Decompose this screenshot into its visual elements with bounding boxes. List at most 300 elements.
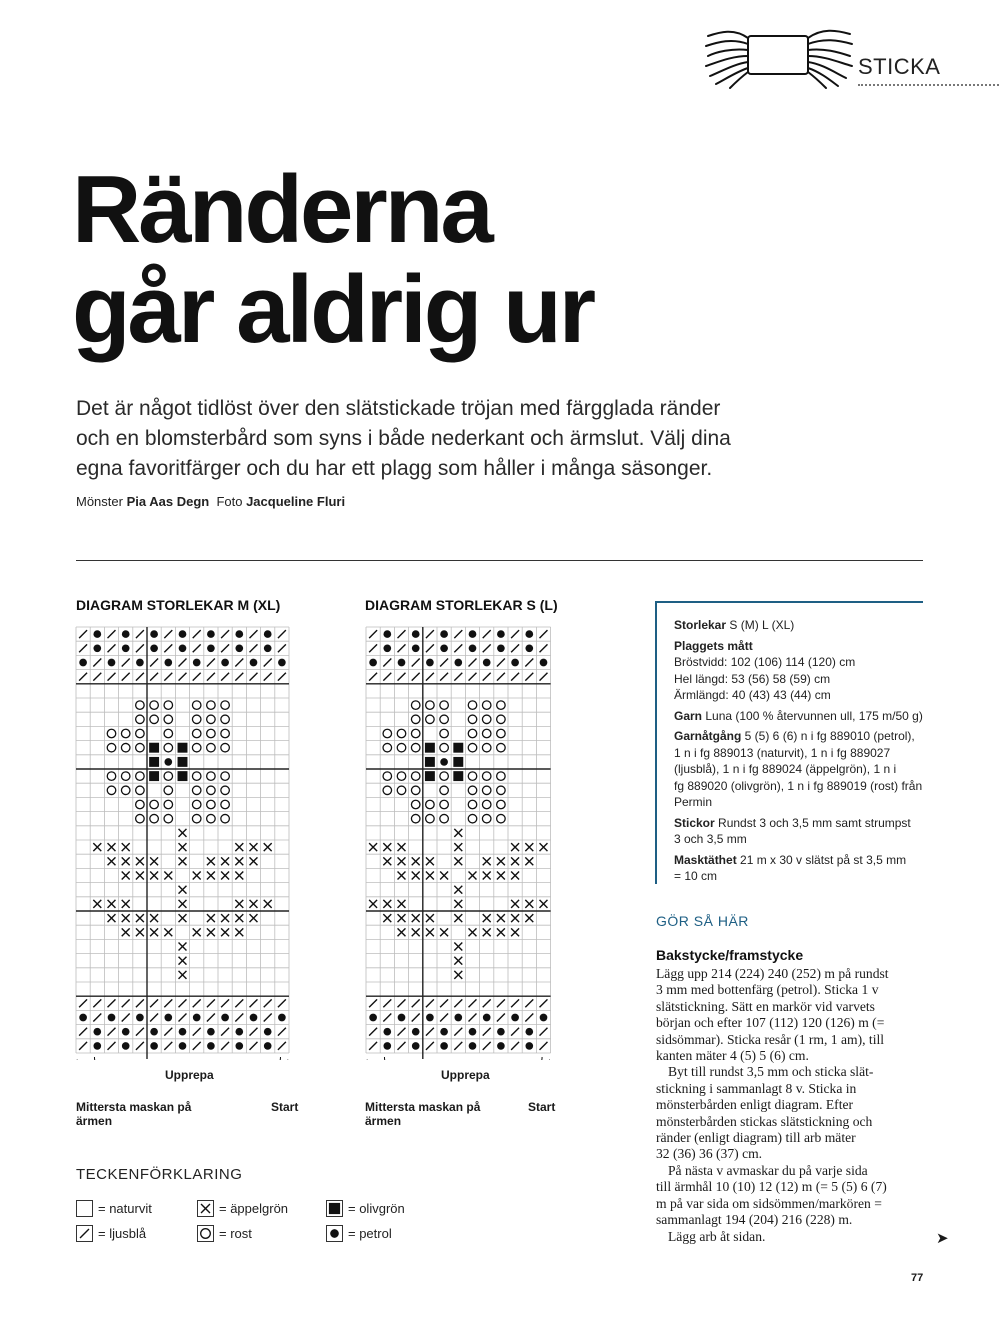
circle-symbol <box>497 786 506 795</box>
slash-symbol <box>483 630 491 638</box>
dot-symbol <box>250 659 258 667</box>
dot-symbol <box>235 630 243 638</box>
circle-symbol <box>468 814 477 823</box>
dot-symbol <box>150 1042 158 1050</box>
slash-symbol <box>108 1028 116 1036</box>
circle-symbol <box>164 800 173 809</box>
circle-symbol <box>497 814 506 823</box>
circle-symbol <box>221 743 230 752</box>
repeat-bracket <box>94 1057 280 1060</box>
square-symbol <box>453 757 463 767</box>
circle-symbol <box>497 715 506 724</box>
slash-symbol <box>469 659 477 667</box>
slash-symbol <box>108 630 116 638</box>
circle-symbol <box>136 800 145 809</box>
slash-symbol <box>179 659 187 667</box>
dot-symbol <box>525 630 533 638</box>
circle-symbol <box>164 772 173 781</box>
circle-symbol <box>164 814 173 823</box>
slash-symbol <box>454 999 462 1007</box>
instruction-line: början och efter 107 (112) 120 (126) m (= <box>656 1015 885 1031</box>
slash-symbol <box>136 999 144 1007</box>
info-yarn-amount <box>674 728 923 811</box>
slash-symbol <box>179 673 187 681</box>
credit-pattern-name: Pia Aas Degn <box>126 494 210 509</box>
circle-symbol <box>192 786 201 795</box>
slash-symbol <box>264 1014 272 1022</box>
legend-label: = äppelgrön <box>219 1201 289 1216</box>
dot-symbol <box>122 1028 130 1036</box>
square-symbol <box>149 743 159 753</box>
slash-symbol <box>540 1042 548 1050</box>
slash-symbol <box>412 1014 420 1022</box>
dot-symbol <box>483 1014 491 1022</box>
slash-symbol <box>469 999 477 1007</box>
info-yarn-value: Luna (100 % återvunnen ull, 175 m/50 g) <box>705 708 923 723</box>
slash-symbol <box>108 644 116 652</box>
square-symbol <box>178 757 188 767</box>
circle-symbol <box>207 772 216 781</box>
dot-symbol <box>179 630 187 638</box>
slash-symbol <box>540 644 548 652</box>
dot-symbol <box>369 659 377 667</box>
dot-symbol <box>278 659 286 667</box>
instruction-line: 3 mm med bottenfärg (petrol). Sticka 1 v <box>656 982 879 998</box>
slash-symbol <box>122 1014 130 1022</box>
circle-symbol <box>497 800 506 809</box>
slash-symbol <box>164 644 172 652</box>
legend-item-circle <box>197 1225 252 1242</box>
slash-symbol <box>454 1028 462 1036</box>
start-arrow-head <box>545 1059 555 1060</box>
square-symbol <box>149 757 159 767</box>
info-needles-line: 3 och 3,5 mm <box>674 832 747 846</box>
info-yarn-amount-line: Permin <box>674 795 713 809</box>
instruction-line: sidsömmar). Sticka resår (1 rm, 1 am), till <box>656 1031 885 1047</box>
slash-symbol <box>221 1028 229 1036</box>
slash-symbol <box>398 673 406 681</box>
circle-symbol <box>482 772 491 781</box>
dot-symbol <box>398 1014 406 1022</box>
info-measure-line: Ärmlängd: 40 (43) 43 (44) cm <box>674 688 831 702</box>
circle-symbol <box>440 786 449 795</box>
legend-box <box>77 1201 93 1217</box>
instructions-subheading: Bakstycke/framstycke <box>656 947 804 963</box>
circle-symbol <box>150 814 159 823</box>
circle-symbol <box>482 715 491 724</box>
slash-symbol <box>193 999 201 1007</box>
slash-symbol <box>207 659 215 667</box>
dot-symbol <box>440 1042 448 1050</box>
slash-symbol <box>122 999 130 1007</box>
square-symbol <box>149 771 159 781</box>
circle-symbol <box>482 743 491 752</box>
info-yarn-amount-label: Garnåtgång <box>674 729 742 743</box>
slash-symbol <box>278 999 286 1007</box>
slash-symbol <box>164 630 172 638</box>
lead-line: Det är något tidlöst över den slätstickade tröjan med färgglada ränder <box>76 397 721 420</box>
circle-symbol <box>440 743 449 752</box>
slash-symbol <box>540 673 548 681</box>
slash-symbol <box>540 1028 548 1036</box>
instruction-line: mönsterbården stickas slätstickning och <box>656 1113 873 1129</box>
dot-symbol <box>440 630 448 638</box>
slash-symbol <box>454 630 462 638</box>
dot-icon <box>326 1225 343 1242</box>
slash-symbol <box>235 673 243 681</box>
dot-symbol <box>469 1042 477 1050</box>
circle-symbol <box>136 701 145 710</box>
circle-symbol <box>164 701 173 710</box>
slash-symbol <box>150 1014 158 1022</box>
circle-symbol <box>121 743 130 752</box>
slash-symbol <box>383 999 391 1007</box>
dot-symbol <box>221 659 229 667</box>
square-symbol <box>329 1203 340 1214</box>
empty-icon <box>76 1200 93 1217</box>
slash-symbol <box>278 644 286 652</box>
square-symbol <box>425 771 435 781</box>
circle-symbol <box>192 814 201 823</box>
pattern-info-box <box>655 601 923 884</box>
circle-symbol <box>221 715 230 724</box>
cross-icon <box>197 1200 214 1217</box>
yarn-skein-icon <box>704 22 854 90</box>
start-arrow-head <box>283 1059 293 1060</box>
slash-symbol <box>136 1042 144 1050</box>
slash-icon <box>76 1225 93 1242</box>
slash-symbol <box>164 999 172 1007</box>
circle-symbol <box>192 743 201 752</box>
dot-symbol <box>426 1014 434 1022</box>
slash-symbol <box>164 1028 172 1036</box>
instructions-body <box>656 966 926 1245</box>
info-yarn <box>674 708 923 725</box>
dot-symbol <box>412 1028 420 1036</box>
dot-symbol <box>330 1229 339 1238</box>
dot-symbol <box>79 659 87 667</box>
circle-symbol <box>107 729 116 738</box>
dot-symbol <box>369 1014 377 1022</box>
info-needles <box>674 815 923 848</box>
dot-symbol <box>497 644 505 652</box>
legend-item-cross <box>197 1200 288 1217</box>
dot-symbol <box>483 659 491 667</box>
knitting-chart-s-l <box>360 620 560 1060</box>
slash-symbol <box>511 644 519 652</box>
dot-symbol <box>207 1028 215 1036</box>
slash-symbol <box>179 1014 187 1022</box>
circle-symbol <box>383 772 392 781</box>
circle-symbol <box>440 772 449 781</box>
circle-symbol <box>411 814 420 823</box>
slash-symbol <box>511 999 519 1007</box>
legend-item-empty <box>76 1200 152 1217</box>
slash-symbol <box>79 630 87 638</box>
dot-symbol <box>264 630 272 638</box>
circle-symbol <box>164 786 173 795</box>
dot-symbol <box>497 630 505 638</box>
circle-symbol <box>192 772 201 781</box>
slash-symbol <box>440 673 448 681</box>
circle-symbol <box>164 715 173 724</box>
dot-symbol <box>235 1028 243 1036</box>
credit-pattern-label: Mönster <box>76 494 123 509</box>
slash-symbol <box>150 659 158 667</box>
square-symbol <box>453 743 463 753</box>
dot-symbol <box>108 1014 116 1022</box>
slash-symbol <box>412 999 420 1007</box>
circle-symbol <box>482 814 491 823</box>
instruction-line: Lägg upp 214 (224) 240 (252) m på rundst <box>656 966 889 981</box>
slash-symbol <box>136 673 144 681</box>
slash-symbol <box>108 1042 116 1050</box>
slash-symbol <box>483 1028 491 1036</box>
slash-symbol <box>398 1028 406 1036</box>
slash-symbol <box>278 1028 286 1036</box>
circle-symbol <box>136 786 145 795</box>
slash-symbol <box>150 673 158 681</box>
article-title-line-1: Ränderna <box>72 156 491 263</box>
circle-symbol <box>397 729 406 738</box>
slash-symbol <box>426 630 434 638</box>
dot-symbol <box>525 1028 533 1036</box>
dot-symbol <box>497 1028 505 1036</box>
slash-symbol <box>483 644 491 652</box>
dot-symbol <box>511 1014 519 1022</box>
slash-symbol <box>369 673 377 681</box>
credit-photo-name: Jacqueline Fluri <box>246 494 346 509</box>
circle-symbol <box>482 701 491 710</box>
dot-symbol <box>193 659 201 667</box>
legend-label: = petrol <box>348 1226 392 1241</box>
dot-symbol <box>235 1042 243 1050</box>
info-yarn-amount-line: (ljusblå), 1 n i fg 889024 (äppelgrön), 1 n i <box>674 762 897 776</box>
dot-symbol <box>207 1042 215 1050</box>
slash-symbol <box>469 673 477 681</box>
info-measurements-label: Plaggets mått <box>674 638 753 653</box>
circle-symbol <box>207 715 216 724</box>
circle-symbol <box>136 715 145 724</box>
dot-symbol <box>108 659 116 667</box>
circle-symbol <box>468 729 477 738</box>
dot-symbol <box>250 1014 258 1022</box>
instruction-line: till ärmhål 10 (10) 12 (12) m (= 5 (5) 6 (7) <box>656 1179 887 1195</box>
circle-symbol <box>383 743 392 752</box>
legend-label: = ljusblå <box>98 1226 147 1241</box>
info-yarn-amount-line: fg 889020 (olivgrön), 1 n i fg 889019 (rost) från <box>674 778 923 793</box>
circle-symbol <box>107 786 116 795</box>
slash-symbol <box>136 630 144 638</box>
instructions-heading: GÖR SÅ HÄR <box>656 913 749 929</box>
circle-symbol <box>207 743 216 752</box>
slash-symbol <box>525 999 533 1007</box>
info-needles-label: Stickor <box>674 815 715 830</box>
circle-symbol <box>207 729 216 738</box>
dot-symbol <box>93 644 101 652</box>
circle-symbol <box>497 729 506 738</box>
circle-symbol <box>468 786 477 795</box>
slash-symbol <box>235 999 243 1007</box>
dot-symbol <box>264 1028 272 1036</box>
info-sizes-label: Storlekar <box>674 618 727 632</box>
slash-symbol <box>412 673 420 681</box>
slash-symbol <box>108 999 116 1007</box>
article-title <box>72 156 594 363</box>
dot-symbol <box>497 1042 505 1050</box>
dot-symbol <box>264 644 272 652</box>
slash-symbol <box>454 1042 462 1050</box>
slash-symbol <box>193 673 201 681</box>
dot-symbol <box>122 1042 130 1050</box>
square-symbol <box>453 771 463 781</box>
circle-symbol <box>107 743 116 752</box>
dot-symbol <box>454 659 462 667</box>
knitting-chart-m-xl <box>70 620 300 1060</box>
legend-box <box>198 1226 214 1242</box>
circle-symbol <box>426 715 435 724</box>
square-symbol <box>178 771 188 781</box>
slash-symbol <box>150 999 158 1007</box>
slash-symbol <box>264 999 272 1007</box>
slash-symbol <box>93 999 101 1007</box>
circle-symbol <box>440 800 449 809</box>
slash-symbol <box>93 659 101 667</box>
circle-symbol <box>221 786 230 795</box>
info-sizes-value: S (M) L (XL) <box>729 618 795 632</box>
legend-title: TECKENFÖRKLARING <box>76 1166 243 1183</box>
circle-symbol <box>482 786 491 795</box>
dot-symbol <box>412 630 420 638</box>
slash-symbol <box>250 1042 258 1050</box>
slash-symbol <box>250 1028 258 1036</box>
continue-arrow-icon: ➤ <box>936 1230 949 1247</box>
circle-symbol <box>221 800 230 809</box>
dot-symbol <box>469 644 477 652</box>
dot-symbol <box>511 659 519 667</box>
circle-symbol <box>468 800 477 809</box>
slash-symbol <box>369 1042 377 1050</box>
slash-symbol <box>264 673 272 681</box>
circle-icon <box>197 1225 214 1242</box>
chart-m-start-label: Start <box>271 1100 299 1114</box>
instruction-line: På nästa v avmaskar du på varje sida <box>668 1162 868 1178</box>
dot-symbol <box>164 659 172 667</box>
info-needles-line: Rundst 3 och 3,5 mm samt strumpst <box>714 815 911 830</box>
circle-symbol <box>136 772 145 781</box>
legend-item-square <box>326 1200 405 1217</box>
circle-symbol <box>411 786 420 795</box>
circle-symbol <box>207 701 216 710</box>
dot-symbol <box>525 644 533 652</box>
dot-symbol <box>179 1042 187 1050</box>
instruction-line: kanten mäter 4 (5) 5 (6) cm. <box>656 1048 809 1064</box>
square-symbol <box>178 743 188 753</box>
dot-symbol <box>93 630 101 638</box>
circle-symbol <box>426 814 435 823</box>
dot-symbol <box>398 659 406 667</box>
legend-item-slash <box>76 1225 146 1242</box>
info-sizes <box>674 617 923 634</box>
dot-symbol <box>383 1042 391 1050</box>
circle-symbol <box>164 729 173 738</box>
slash-symbol <box>93 673 101 681</box>
instruction-line: m på var sida om sidsömmen/markören = <box>656 1195 882 1211</box>
slash-symbol <box>193 1028 201 1036</box>
dot-symbol <box>278 1014 286 1022</box>
dot-symbol <box>164 1014 172 1022</box>
dot-symbol <box>179 1028 187 1036</box>
circle-symbol <box>150 701 159 710</box>
dot-symbol <box>136 659 144 667</box>
chart-s-start-label: Start <box>528 1100 556 1114</box>
instruction-line: slätstickning. Sätt en markör vid varvets <box>656 998 875 1014</box>
slash-symbol <box>108 673 116 681</box>
dot-symbol <box>150 644 158 652</box>
chart-grid <box>362 627 554 1060</box>
info-yarn-label: Garn <box>674 708 703 723</box>
instruction-line: mönsterbården enligt diagram. Efter <box>656 1097 854 1113</box>
slash-symbol <box>164 1042 172 1050</box>
slash-symbol <box>369 630 377 638</box>
chart-grid <box>72 627 293 1060</box>
slash-symbol <box>497 999 505 1007</box>
article-title-line-2: går aldrig ur <box>72 256 594 363</box>
slash-symbol <box>383 673 391 681</box>
dot-symbol <box>440 644 448 652</box>
circle-symbol <box>440 715 449 724</box>
dot-symbol <box>383 630 391 638</box>
legend-item-dot <box>326 1225 392 1242</box>
square-icon <box>326 1200 343 1217</box>
slash-symbol <box>483 673 491 681</box>
circle-symbol <box>136 814 145 823</box>
slash-symbol <box>540 630 548 638</box>
slash-symbol <box>454 673 462 681</box>
slash-symbol <box>79 644 87 652</box>
slash-symbol <box>221 644 229 652</box>
dot-symbol <box>440 1028 448 1036</box>
circle-symbol <box>440 701 449 710</box>
dot-symbol <box>150 630 158 638</box>
slash-symbol <box>193 630 201 638</box>
circle-symbol <box>164 743 173 752</box>
chart-m-title: DIAGRAM STORLEKAR M (XL) <box>76 597 281 613</box>
slash-symbol <box>383 659 391 667</box>
page-number: 77 <box>911 1272 924 1284</box>
circle-symbol <box>497 772 506 781</box>
dot-symbol <box>164 758 172 766</box>
slash-symbol <box>525 673 533 681</box>
slash-symbol <box>426 1042 434 1050</box>
slash-symbol <box>511 673 519 681</box>
instruction-line: ränder (enligt diagram) till arb mäter <box>656 1130 856 1146</box>
circle-symbol <box>468 701 477 710</box>
slash-symbol <box>207 999 215 1007</box>
circle-symbol <box>207 786 216 795</box>
slash-symbol <box>250 673 258 681</box>
circle-symbol <box>192 715 201 724</box>
slash-symbol <box>511 1028 519 1036</box>
slash-symbol <box>497 673 505 681</box>
circle-symbol <box>150 715 159 724</box>
article-lead <box>76 394 816 484</box>
circle-symbol <box>383 729 392 738</box>
slash-symbol <box>278 630 286 638</box>
slash-symbol <box>525 1014 533 1022</box>
dot-symbol <box>235 644 243 652</box>
slash-symbol <box>221 1042 229 1050</box>
